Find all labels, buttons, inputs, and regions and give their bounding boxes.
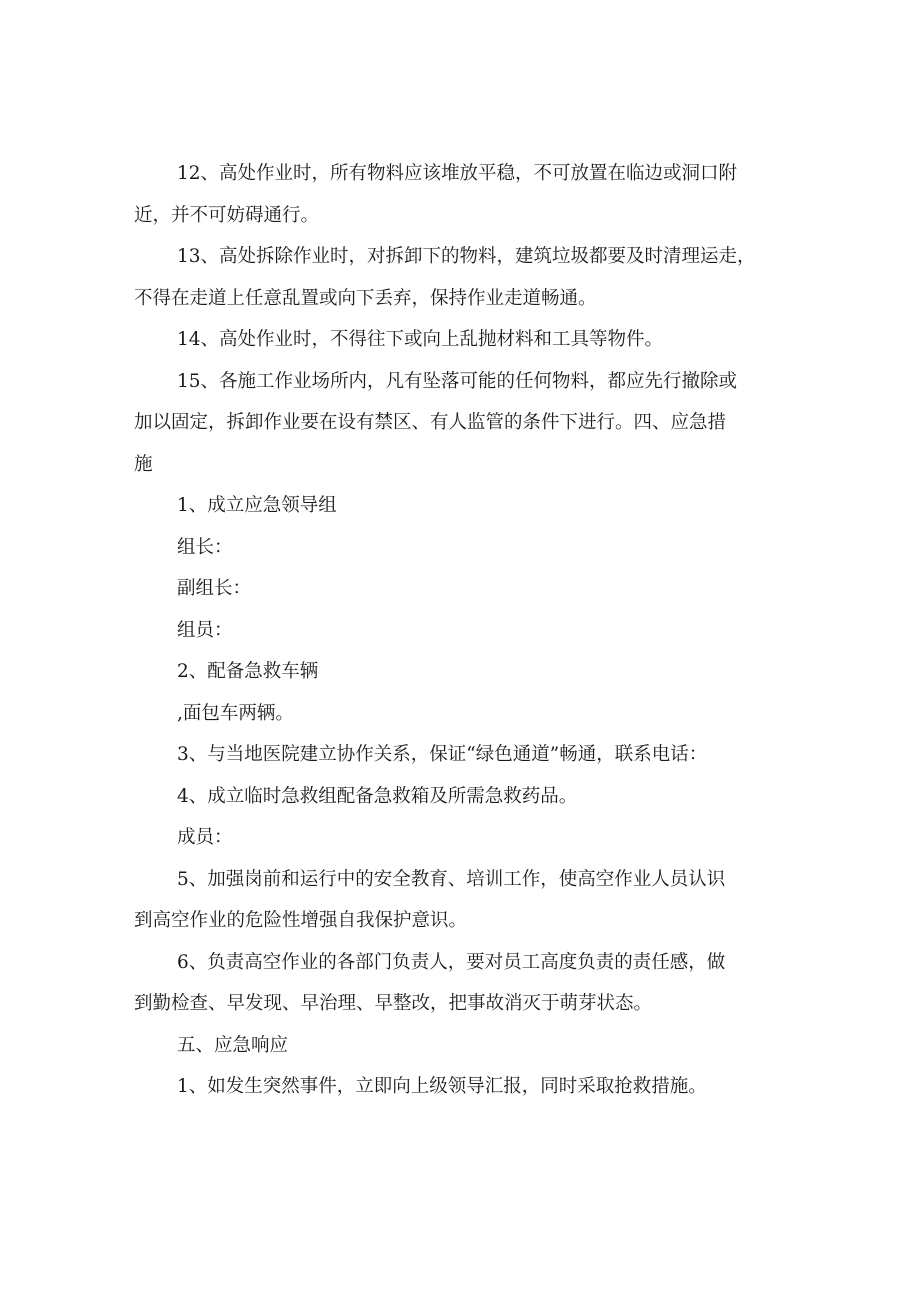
- text-line: 近，并不可妨碍通行。: [134, 204, 320, 226]
- text-line: 13、高处拆除作业时，对拆卸下的物料，建筑垃圾都要及时清理运走，: [177, 246, 756, 267]
- text-line: 施: [134, 453, 153, 475]
- text-line: 成员：: [177, 827, 233, 848]
- text-line: 2、配备急救车辆: [177, 661, 319, 682]
- text-line: ,面包车两辆。: [177, 702, 294, 724]
- text-line: 加以固定，拆卸作业要在设有禁区、有人监管的条件下进行。四、应急措: [134, 412, 727, 433]
- text-line: 1、如发生突然事件，立即向上级领导汇报，同时采取抢救措施。: [177, 1076, 707, 1097]
- text-line: 到勤检查、早发现、早治理、早整改，把事故消灭于萌芽状态。: [134, 993, 653, 1014]
- text-line: 到高空作业的危险性增强自我保护意识。: [134, 910, 468, 931]
- text-line: 副组长：: [177, 578, 252, 599]
- text-line: 五、应急响应: [177, 1034, 289, 1056]
- text-line: 5、加强岗前和运行中的安全教育、培训工作，使高空作业人员认识: [177, 868, 726, 890]
- text-line: 组长：: [177, 536, 233, 558]
- text-line: 12、高处作业时，所有物料应该堆放平稳，不可放置在临边或洞口附: [177, 163, 738, 184]
- text-line: 3、与当地医院建立协作关系，保证“绿色通道”畅通，联系电话：: [177, 744, 708, 765]
- text-line: 不得在走道上任意乱置或向下丢弃，保持作业走道畅通。: [134, 287, 597, 309]
- text-line: 15、各施工作业场所内，凡有坠落可能的任何物料，都应先行撤除或: [177, 370, 738, 392]
- text-line: 4、成立临时急救组配备急救箱及所需急救药品。: [177, 785, 578, 807]
- text-line: 14、高处作业时，不得往下或向上乱抛材料和工具等物件。: [177, 329, 664, 350]
- text-line: 6、负责高空作业的各部门负责人，要对员工高度负责的责任感，做: [177, 951, 726, 973]
- document-body: [134, 153, 798, 1108]
- text-line: 组员：: [177, 619, 233, 641]
- text-line: 1、成立应急领导组: [177, 495, 337, 516]
